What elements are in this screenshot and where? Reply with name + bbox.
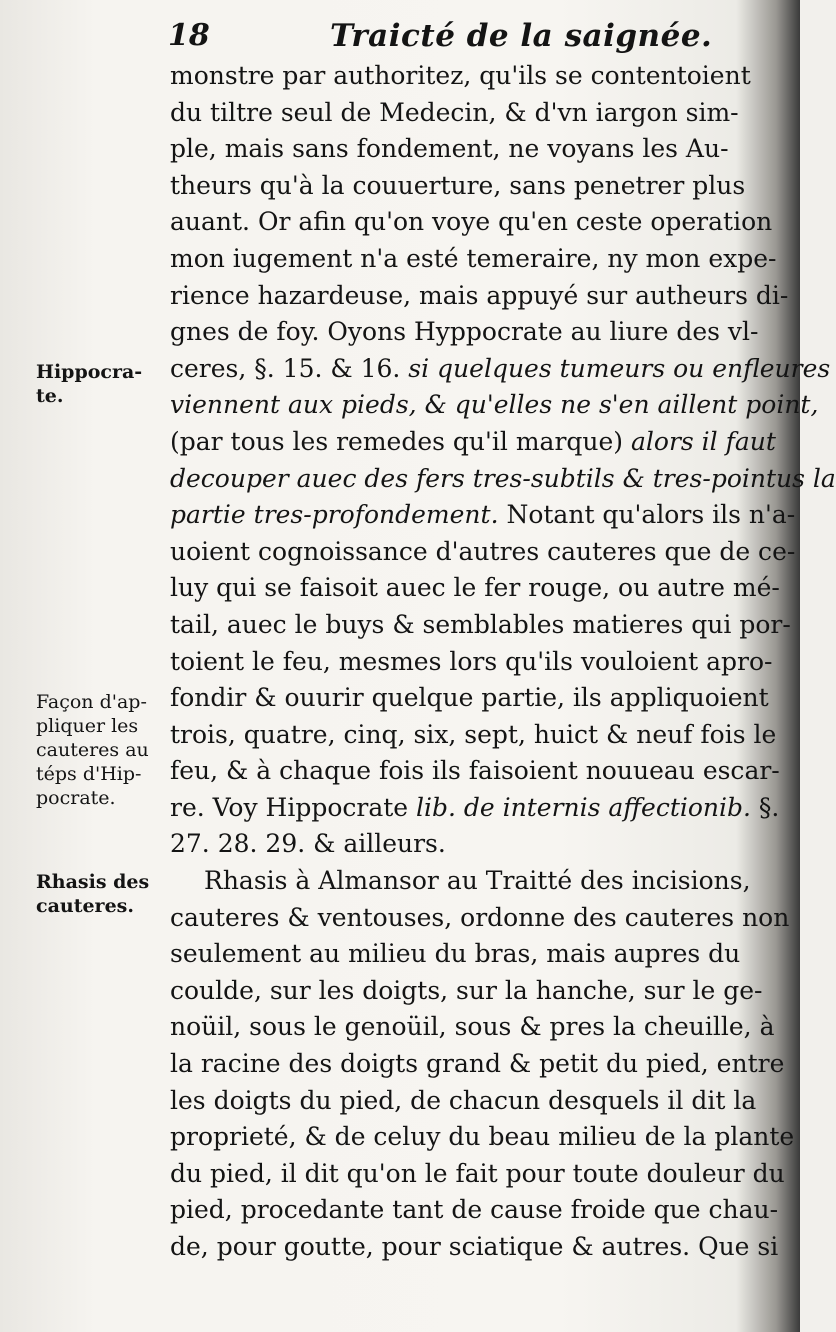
text-line: monstre par authoritez, qu'ils se contentoient: [170, 61, 751, 90]
text-line: decouper auec des fers tres-subtils & tres-pointus la: [170, 463, 836, 493]
margin-line: Façon d'ap-: [36, 691, 147, 713]
margin-line: Hippocra-: [36, 361, 143, 383]
text-line: luy qui se faisoit auec le fer rouge, ou autre mé-: [170, 573, 780, 603]
text-line: noüil, sous le genoüil, sous & pres la cheuille, à: [170, 1012, 775, 1042]
text-line: la racine des doigts grand & petit du pied, entre: [170, 1049, 785, 1079]
text-line: Rhasis à Almansor au Traitté des incisions,: [204, 866, 751, 896]
text-line: ple, mais sans fondement, ne voyans les Au-: [170, 134, 729, 164]
margin-note-rhasis: [36, 870, 166, 918]
text-line: feu, & à chaque fois ils faisoient nouueau escar-: [170, 756, 780, 786]
text-line: proprieté, & de celuy du beau milieu de la plante: [170, 1122, 795, 1152]
text-roman: (par tous les remedes qu'il marque): [170, 426, 631, 456]
margin-line: cauteres.: [36, 895, 134, 917]
text-line: fondir & ouurir quelque partie, ils appliquoient: [170, 683, 769, 713]
running-title: Traicté de la saignée.: [330, 18, 713, 54]
margin-line: pliquer les: [36, 715, 139, 737]
margin-line: téps d'Hip-: [36, 763, 142, 785]
text-line: pied, procedante tant de cause froide que chau-: [170, 1195, 779, 1225]
text-line: cauteres & ventouses, ordonne des cauteres non: [170, 902, 790, 932]
text-line: seulement au milieu du bras, mais aupres du: [170, 939, 741, 969]
text-line: rience hazardeuse, mais appuyé sur autheurs di-: [170, 280, 789, 310]
margin-note-hippocrate: [36, 360, 166, 408]
text-italic: si quelques tumeurs ou enfleures: [400, 353, 831, 383]
text-line: uoient cognoissance d'autres cauteres que de ce-: [170, 536, 796, 566]
text-line: auant. Or afin qu'on voye qu'en ceste operation: [170, 207, 773, 237]
text-line: viennent aux pieds, & qu'elles ne s'en aillent point,: [170, 390, 819, 420]
text-italic: partie tres-profondement.: [170, 500, 499, 530]
text-line: coulde, sur les doigts, sur la hanche, sur le ge-: [170, 975, 763, 1005]
page-number: 18: [168, 18, 210, 53]
text-roman: Notant qu'alors ils n'a-: [498, 500, 796, 530]
body-text: [170, 58, 836, 1266]
text-line: gnes de foy. Oyons Hyppocrate au liure des vl-: [170, 317, 759, 347]
text-line: toient le feu, mesmes lors qu'ils vouloient apro-: [170, 646, 773, 676]
page-header: [168, 18, 768, 62]
text-italic: alors il faut: [631, 426, 776, 456]
text-line: [170, 790, 782, 827]
text-line: trois, quatre, cinq, six, sept, huict & neuf fois le: [170, 719, 777, 749]
text-line: mon iugement n'a esté temeraire, ny mon expe-: [170, 243, 777, 273]
text-roman: §.: [750, 792, 780, 822]
text-line: [170, 424, 782, 461]
text-line: 27. 28. 29. & ailleurs.: [170, 829, 446, 859]
margin-line: Rhasis des: [36, 871, 150, 893]
text-roman: re. Voy Hippocrate: [170, 792, 417, 822]
text-italic: lib. de internis affectionib.: [416, 792, 751, 822]
text-line: tail, auec le buys & semblables matieres qui por-: [170, 609, 791, 639]
text-line: du pied, il dit qu'on le fait pour toute douleur du: [170, 1158, 785, 1188]
text-line: les doigts du pied, de chacun desquels il dit la: [170, 1085, 757, 1115]
margin-line: cauteres au: [36, 739, 149, 761]
text-line: [170, 497, 796, 534]
margin-line: pocrate.: [36, 787, 116, 809]
text-line: theurs qu'à la couuerture, sans penetrer plus: [170, 170, 746, 200]
text-line: du tiltre seul de Medecin, & d'vn iargon sim-: [170, 97, 739, 127]
margin-note-facon: [36, 690, 166, 810]
text-roman: ceres, §. 15. & 16.: [170, 353, 401, 383]
text-line: [170, 351, 831, 388]
margin-line: te.: [36, 385, 64, 407]
text-line: de, pour goutte, pour sciatique & autres. Que si: [170, 1232, 779, 1261]
